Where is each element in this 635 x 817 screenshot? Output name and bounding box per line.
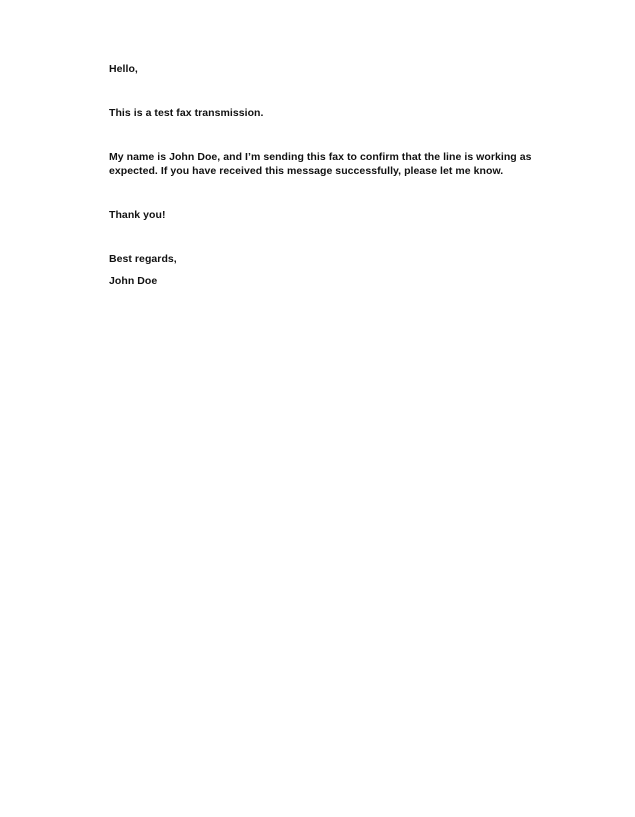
body-paragraph-line-2: expected. If you have received this message successfully, please let me know. — [109, 165, 504, 177]
greeting: Hello, — [109, 63, 138, 75]
thanks-line: Thank you! — [109, 209, 166, 221]
body-paragraph-line-1: My name is John Doe, and I’m sending this fax to confirm that the line is working as — [109, 151, 532, 163]
closing-line: Best regards, — [109, 253, 177, 265]
signature: John Doe — [109, 275, 158, 287]
intro-paragraph: This is a test fax transmission. — [109, 107, 264, 119]
